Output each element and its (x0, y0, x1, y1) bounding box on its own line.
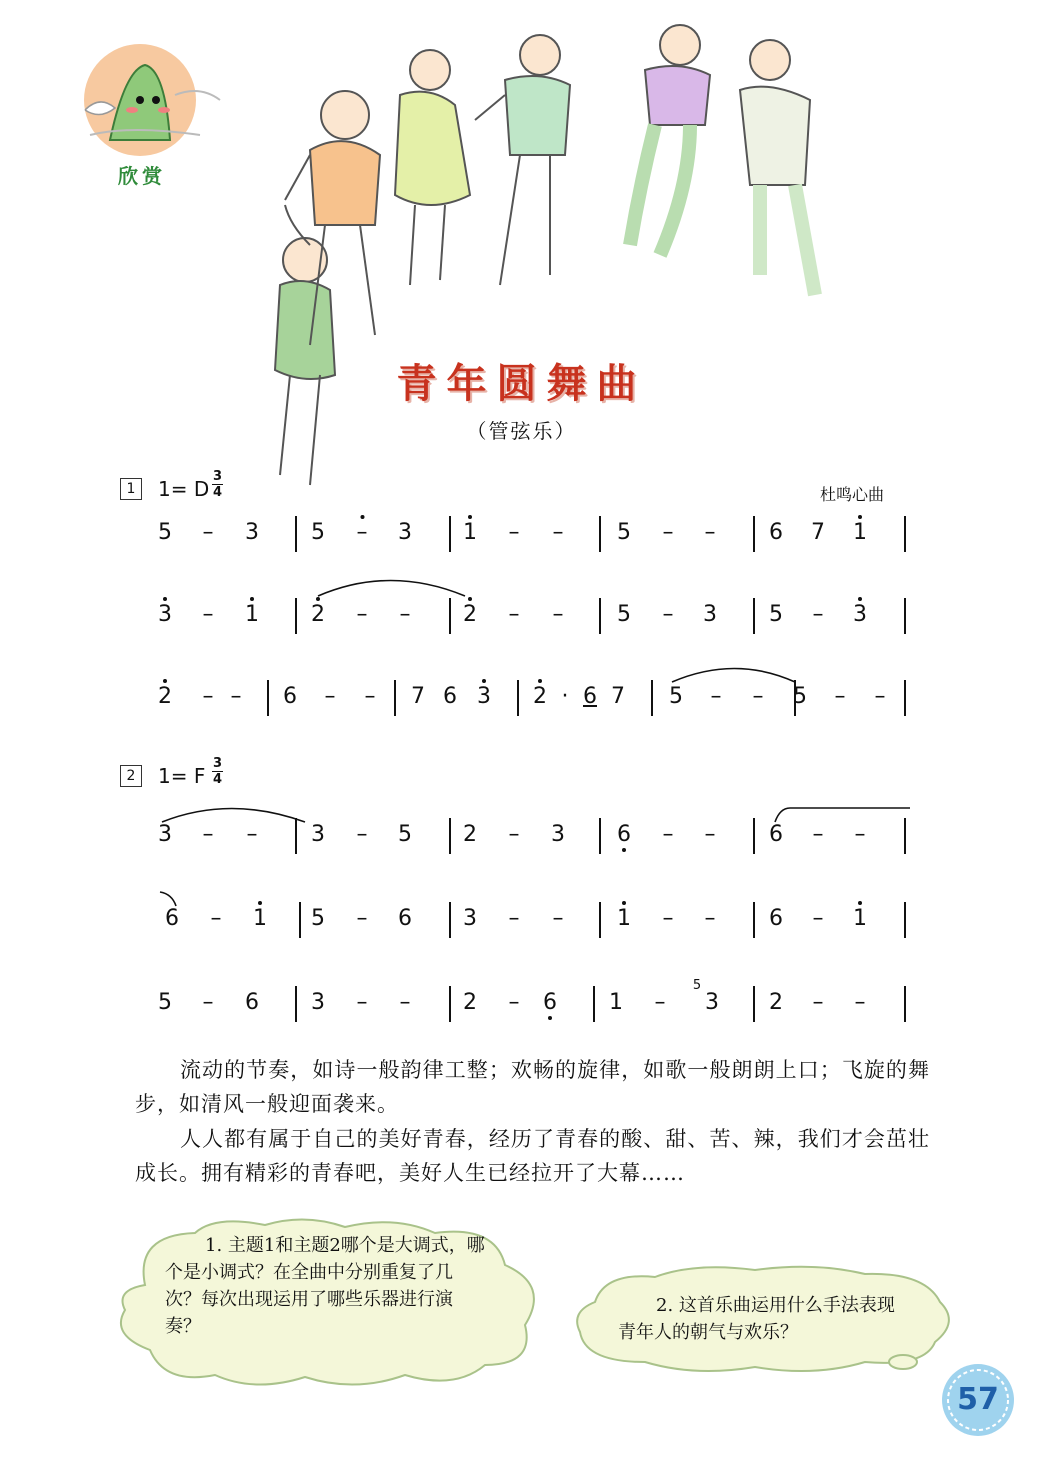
note: – (202, 602, 214, 627)
note: 3 (158, 822, 172, 847)
note: 5 (311, 906, 325, 931)
note: – (202, 822, 214, 847)
note: 6 (769, 822, 783, 847)
note: – (812, 822, 824, 847)
bar-line (449, 902, 451, 938)
bar-line (904, 986, 906, 1022)
question-2: 2. 这首乐曲运用什么手法表现青年人的朝气与欢乐？ (618, 1295, 895, 1343)
note: – (508, 520, 520, 545)
note: 6 (543, 990, 557, 1015)
bar-line (295, 516, 297, 552)
note: – (364, 684, 376, 709)
note: 6 (617, 822, 631, 847)
note: 2 (311, 602, 325, 627)
note: – (654, 990, 666, 1015)
note: – (552, 520, 564, 545)
theme1-number: 1 (120, 478, 142, 500)
note: – (812, 990, 824, 1015)
theme2-key: 1= F (158, 764, 206, 788)
note: 2 (158, 684, 172, 709)
note: 5 (311, 520, 325, 545)
note: 3 (311, 822, 325, 847)
paragraph-1: 流动的节奏，如诗一般韵律工整；欢畅的旋律，如歌一般朗朗上口；飞旋的舞步，如清风一般迎面袭来。 (135, 1058, 930, 1116)
note: 2 (769, 990, 783, 1015)
note: 3 (477, 684, 491, 709)
bar-line (599, 516, 601, 552)
note: 1 (853, 906, 867, 931)
note: – (752, 684, 764, 709)
note: 1 (853, 520, 867, 545)
bar-line (753, 598, 755, 634)
note: 5 (669, 684, 683, 709)
note: 6 (583, 684, 597, 709)
note: – (704, 520, 716, 545)
note: 1 (609, 990, 623, 1015)
note: – (874, 684, 886, 709)
note: – (356, 602, 368, 627)
bar-line (753, 516, 755, 552)
section-label: 欣赏 (118, 164, 166, 188)
bar-line (517, 680, 519, 716)
note: – (662, 520, 674, 545)
note: – (662, 906, 674, 931)
note: 3 (245, 520, 259, 545)
note: 3 (158, 602, 172, 627)
bar-line (267, 680, 269, 716)
theme2-meter: 3 4 (212, 756, 223, 787)
mascot-illustration (70, 40, 230, 160)
note: – (508, 906, 520, 931)
note: – (356, 520, 368, 545)
theme2-number: 2 (120, 765, 142, 787)
note: 6 (398, 906, 412, 931)
note: – (704, 906, 716, 931)
bar-line (599, 902, 601, 938)
note: 1 (617, 906, 631, 931)
bar-line (753, 986, 755, 1022)
note: 3 (463, 906, 477, 931)
note: – (399, 602, 411, 627)
note: 5 (617, 520, 631, 545)
note: 3 (311, 990, 325, 1015)
note: – (356, 822, 368, 847)
note: – (202, 520, 214, 545)
note: – (552, 906, 564, 931)
bar-line (753, 818, 755, 854)
note: 5 (793, 684, 807, 709)
note: – (508, 990, 520, 1015)
bar-line (449, 986, 451, 1022)
note: – (662, 822, 674, 847)
note: 7 (811, 520, 825, 545)
note: 5 (617, 602, 631, 627)
note: 7 (611, 684, 625, 709)
bar-line (599, 818, 601, 854)
bar-line (394, 680, 396, 716)
note: 3 (551, 822, 565, 847)
note: 2 (533, 684, 547, 709)
note: – (230, 684, 242, 709)
page-number: 57 (957, 1382, 999, 1417)
note: – (202, 990, 214, 1015)
bar-line (593, 986, 595, 1022)
note: – (854, 990, 866, 1015)
note: 1 (245, 602, 259, 627)
note: 6 (245, 990, 259, 1015)
note: – (552, 602, 564, 627)
note: – (246, 822, 258, 847)
note: 5 (158, 520, 172, 545)
note: 3 (703, 602, 717, 627)
note: 2 (463, 602, 477, 627)
note: – (356, 990, 368, 1015)
note: – (812, 906, 824, 931)
note: 3 (398, 520, 412, 545)
bar-line (295, 598, 297, 634)
note: 2 (463, 990, 477, 1015)
bar-line (753, 902, 755, 938)
note: – (812, 602, 824, 627)
note: – (324, 684, 336, 709)
note: – (704, 822, 716, 847)
note: 6 (283, 684, 297, 709)
bar-line (449, 818, 451, 854)
note: 2 (463, 822, 477, 847)
bar-line (904, 818, 906, 854)
note: 5 (769, 602, 783, 627)
bar-line (904, 598, 906, 634)
note: 1 (463, 520, 477, 545)
note: – (710, 684, 722, 709)
bar-line (904, 680, 906, 716)
note: – (662, 602, 674, 627)
note: 3 (705, 990, 719, 1015)
note: 3 (853, 602, 867, 627)
bar-line (295, 818, 297, 854)
note: – (508, 822, 520, 847)
note: 5 (158, 990, 172, 1015)
note: 6 (165, 906, 179, 931)
note: 7 (411, 684, 425, 709)
note: – (834, 684, 846, 709)
bar-line (299, 902, 301, 938)
composer: 杜鸣心曲 (820, 485, 885, 504)
note: – (508, 602, 520, 627)
question-1: 1. 主题1和主题2哪个是大调式，哪个是小调式？在全曲中分别重复了几次？每次出现运用了哪些乐器进行演奏？ (165, 1235, 485, 1337)
note: 6 (769, 520, 783, 545)
bar-line (651, 680, 653, 716)
bar-line (295, 986, 297, 1022)
note: 5 (398, 822, 412, 847)
note: – (202, 684, 214, 709)
theme1-key: 1= D (158, 477, 210, 501)
note: – (399, 990, 411, 1015)
note: – (854, 822, 866, 847)
bar-line (449, 598, 451, 634)
piece-title: 青年圆舞曲 (396, 360, 647, 407)
bar-line (449, 516, 451, 552)
note: · (561, 684, 569, 709)
note: – (210, 906, 222, 931)
piece-subtitle: （管弦乐） (466, 419, 577, 443)
note: – (356, 906, 368, 931)
bar-line (904, 516, 906, 552)
note: 6 (769, 906, 783, 931)
paragraph-2: 人人都有属于自己的美好青春，经历了青春的酸、甜、苦、辣，我们才会茁壮成长。拥有精彩的青春吧，美好人生已经拉开了大幕…… (135, 1127, 930, 1185)
note: 1 (253, 906, 267, 931)
note: 6 (443, 684, 457, 709)
bar-line (599, 598, 601, 634)
bar-line (904, 902, 906, 938)
theme1-meter: 3 4 (212, 469, 223, 500)
note: 5 (692, 978, 702, 993)
